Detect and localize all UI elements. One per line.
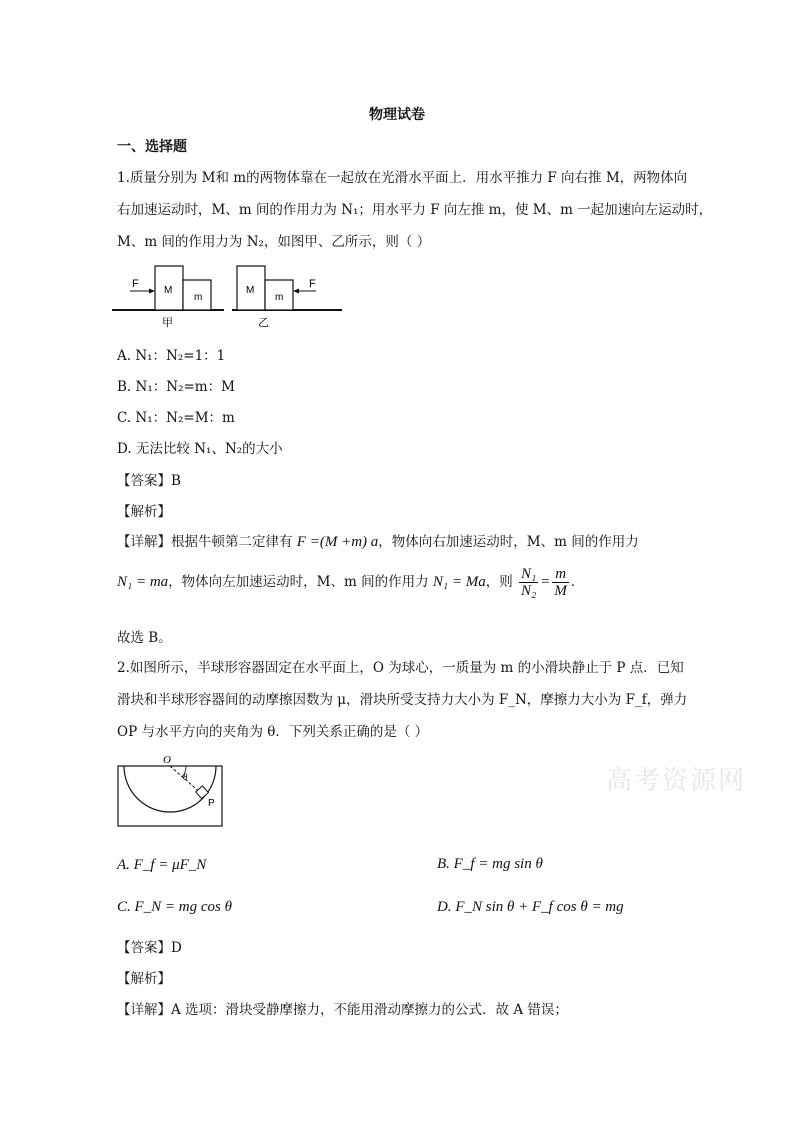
q2-text-line-2: 滑块和半球形容器间的动摩擦因数为 μ，滑块所受支持力大小为 F_N，摩擦力大小为 F_f，弹力 — [117, 692, 688, 708]
q2-option-a: A. F_f = μF_N — [117, 857, 207, 873]
q2-container-box — [118, 766, 222, 826]
q1-analysis-heading: 【解析】 — [117, 504, 171, 520]
q1-detail-line-2: N₁ = ma，物体向左加速运动时，M、m 间的作用力 N₁ = Ma，则 $\frac{\text{N₁}}{\text{N₂}}$ = $\frac{m}{M}$ ． — [117, 566, 585, 599]
q1-left-M-label: M — [164, 285, 173, 296]
q1-fraction-n: $\frac{\text{N₁}}{\text{N₂}}$ — [521, 566, 537, 599]
q1-right-m-label: m — [275, 292, 284, 303]
page-title: 物理试卷 — [369, 107, 425, 123]
q1-figure — [112, 258, 344, 330]
q2-answer: 【答案】D — [117, 940, 182, 956]
q1-answer: 【答案】B — [117, 473, 181, 489]
q2-option-b: B. F_f = mg sin θ — [437, 856, 543, 872]
q1-formula-n1: N₁ = ma — [117, 574, 169, 590]
q1-option-d: D. 无法比较 N₁、N₂的大小 — [117, 441, 283, 457]
q1-text-line-1: 1.质量分别为 M和 m的两物体靠在一起放在光滑水平面上．用水平推力 F 向右推 M，两物体向 — [117, 170, 688, 186]
q1-option-c: C. N₁：N₂=M：m — [117, 410, 235, 426]
q2-option-c: C. F_N = mg cos θ — [117, 899, 232, 915]
q2-O-label: O — [163, 754, 171, 766]
q1-detail-line-1: 【详解】根据牛顿第二定律有 F =(M +m) a，物体向右加速运动时，M、m 间的作用力 — [117, 534, 639, 550]
q1-text-line-3: M、m 间的作用力为 N₂，如图甲、乙所示，则（ ） — [117, 234, 431, 250]
q1-text-line-2: 右加速运动时，M、m 间的作用力为 N₁；用水平力 F 向左推 m，使 M、m 一起加速向左运动时， — [117, 202, 713, 218]
q2-option-d: D. F_N sin θ + F_f cos θ = mg — [437, 899, 624, 915]
q1-formula-newton: F =(M +m) a — [296, 534, 379, 550]
q1-fraction-m: $\frac{m}{M}$ — [554, 566, 567, 599]
q1-option-a: A. N₁：N₂=1：1 — [117, 348, 226, 364]
q1-right-F-label: F — [309, 278, 316, 290]
q1-left-m-label: m — [194, 292, 203, 303]
q2-text-line-1: 2.如图所示，半球形容器固定在水平面上，O 为球心，一质量为 m 的小滑块静止于 P 点．已知 — [117, 660, 684, 676]
q1-right-caption: 乙 — [258, 316, 269, 329]
q2-analysis-heading: 【解析】 — [117, 971, 171, 987]
q2-theta-label: θ — [183, 772, 188, 782]
q1-option-b: B. N₁：N₂=m：M — [117, 379, 235, 395]
q2-detail-line-1: 【详解】A 选项：滑块受静摩擦力，不能用滑动摩擦力的公式．故 A 错误； — [117, 1002, 568, 1018]
watermark: 高考资源网 — [606, 766, 747, 796]
q1-right-M-label: M — [246, 285, 255, 296]
q1-conclusion: 故选 B。 — [117, 630, 172, 646]
q2-P-label: P — [208, 798, 215, 809]
q2-figure — [114, 752, 226, 832]
q2-text-line-3: OP 与水平方向的夹角为 θ．下列关系正确的是（ ） — [117, 724, 429, 740]
q1-left-F-label: F — [132, 278, 139, 290]
q1-left-caption: 甲 — [162, 316, 173, 329]
section-heading: 一、选择题 — [117, 139, 187, 155]
q1-formula-n2: N₁ = Ma — [432, 574, 486, 590]
